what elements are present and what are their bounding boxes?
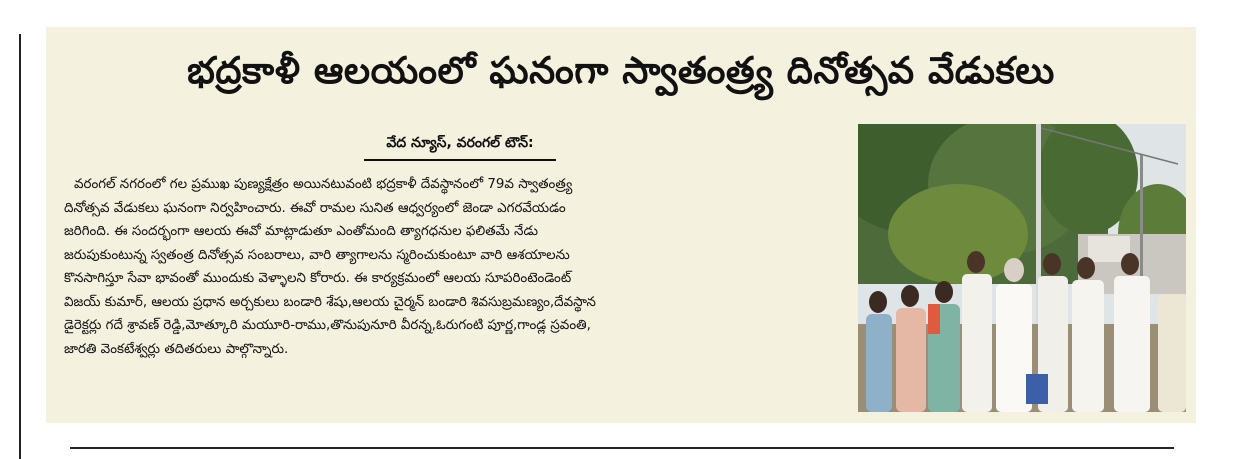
body-line: జారతి వెంకటేశ్వర్లు తదితరులు పాల్గొన్నారు. (64, 341, 289, 357)
body-line: జరుపుకుంటున్న స్వతంత్ర దినోత్సవ సంబరాలు, వారి త్యాగాలను స్మరించుకుంటూ వారి ఆశయాలను (64, 247, 570, 263)
bottom-divider (70, 447, 1174, 449)
body-line: వరంగల్ నగరంలో గల ప్రముఖ పుణ్యక్షేత్రం అయినటువంటి భద్రకాళీ దేవస్థానంలో 79వ స్వాతంత్ర్య (74, 177, 573, 192)
article-body (64, 173, 856, 361)
body-line: డైరెక్టర్లు గదే శ్రావణ్ రెడ్డి,మోత్కూరి మయూరి-రాము,తొనుపునూరి వీరన్న,ఓరుగంటి పూర్ణ,గాండ్ల స్రవంతి, (64, 318, 591, 333)
byline-underline (364, 159, 556, 161)
flag-hoisting-photo (858, 124, 1186, 412)
byline-block (364, 131, 556, 161)
article-byline: వేద న్యూస్, వరంగల్ టౌన్: (386, 135, 534, 151)
news-article (46, 27, 1196, 423)
body-line: కొనసాగిస్తూ సేవా భావంతో ముందుకు వెళ్ళాలని కోరారు. ఈ కార్యక్రమంలో ఆలయ సూపరింటెండెంట్ (64, 271, 572, 286)
left-column-rule (19, 34, 21, 459)
article-headline: భద్రకాళీ ఆలయంలో ఘనంగా స్వాతంత్ర్య దినోత్సవ వేడుకలు (187, 49, 1055, 92)
body-line: విజయ్ కుమార్, ఆలయ ప్రధాన అర్చకులు బండారి శేషు,ఆలయ చైర్మన్ బండారి శివసుబ్రమణ్యం,దేవస్థాన (64, 294, 596, 310)
body-line: దినోత్సవ వేడుకలు ఘనంగా నిర్వహించారు. ఈవో రామల సునిత ఆధ్వర్యంలో జెండా ఎగరవేయడం (64, 200, 566, 216)
body-line: జరిగింది. ఈ సందర్భంగా ఆలయ ఈవో మాట్లాడుతూ ఎంతోమంది త్యాగధనుల ఫలితమే నేడు (64, 224, 538, 239)
